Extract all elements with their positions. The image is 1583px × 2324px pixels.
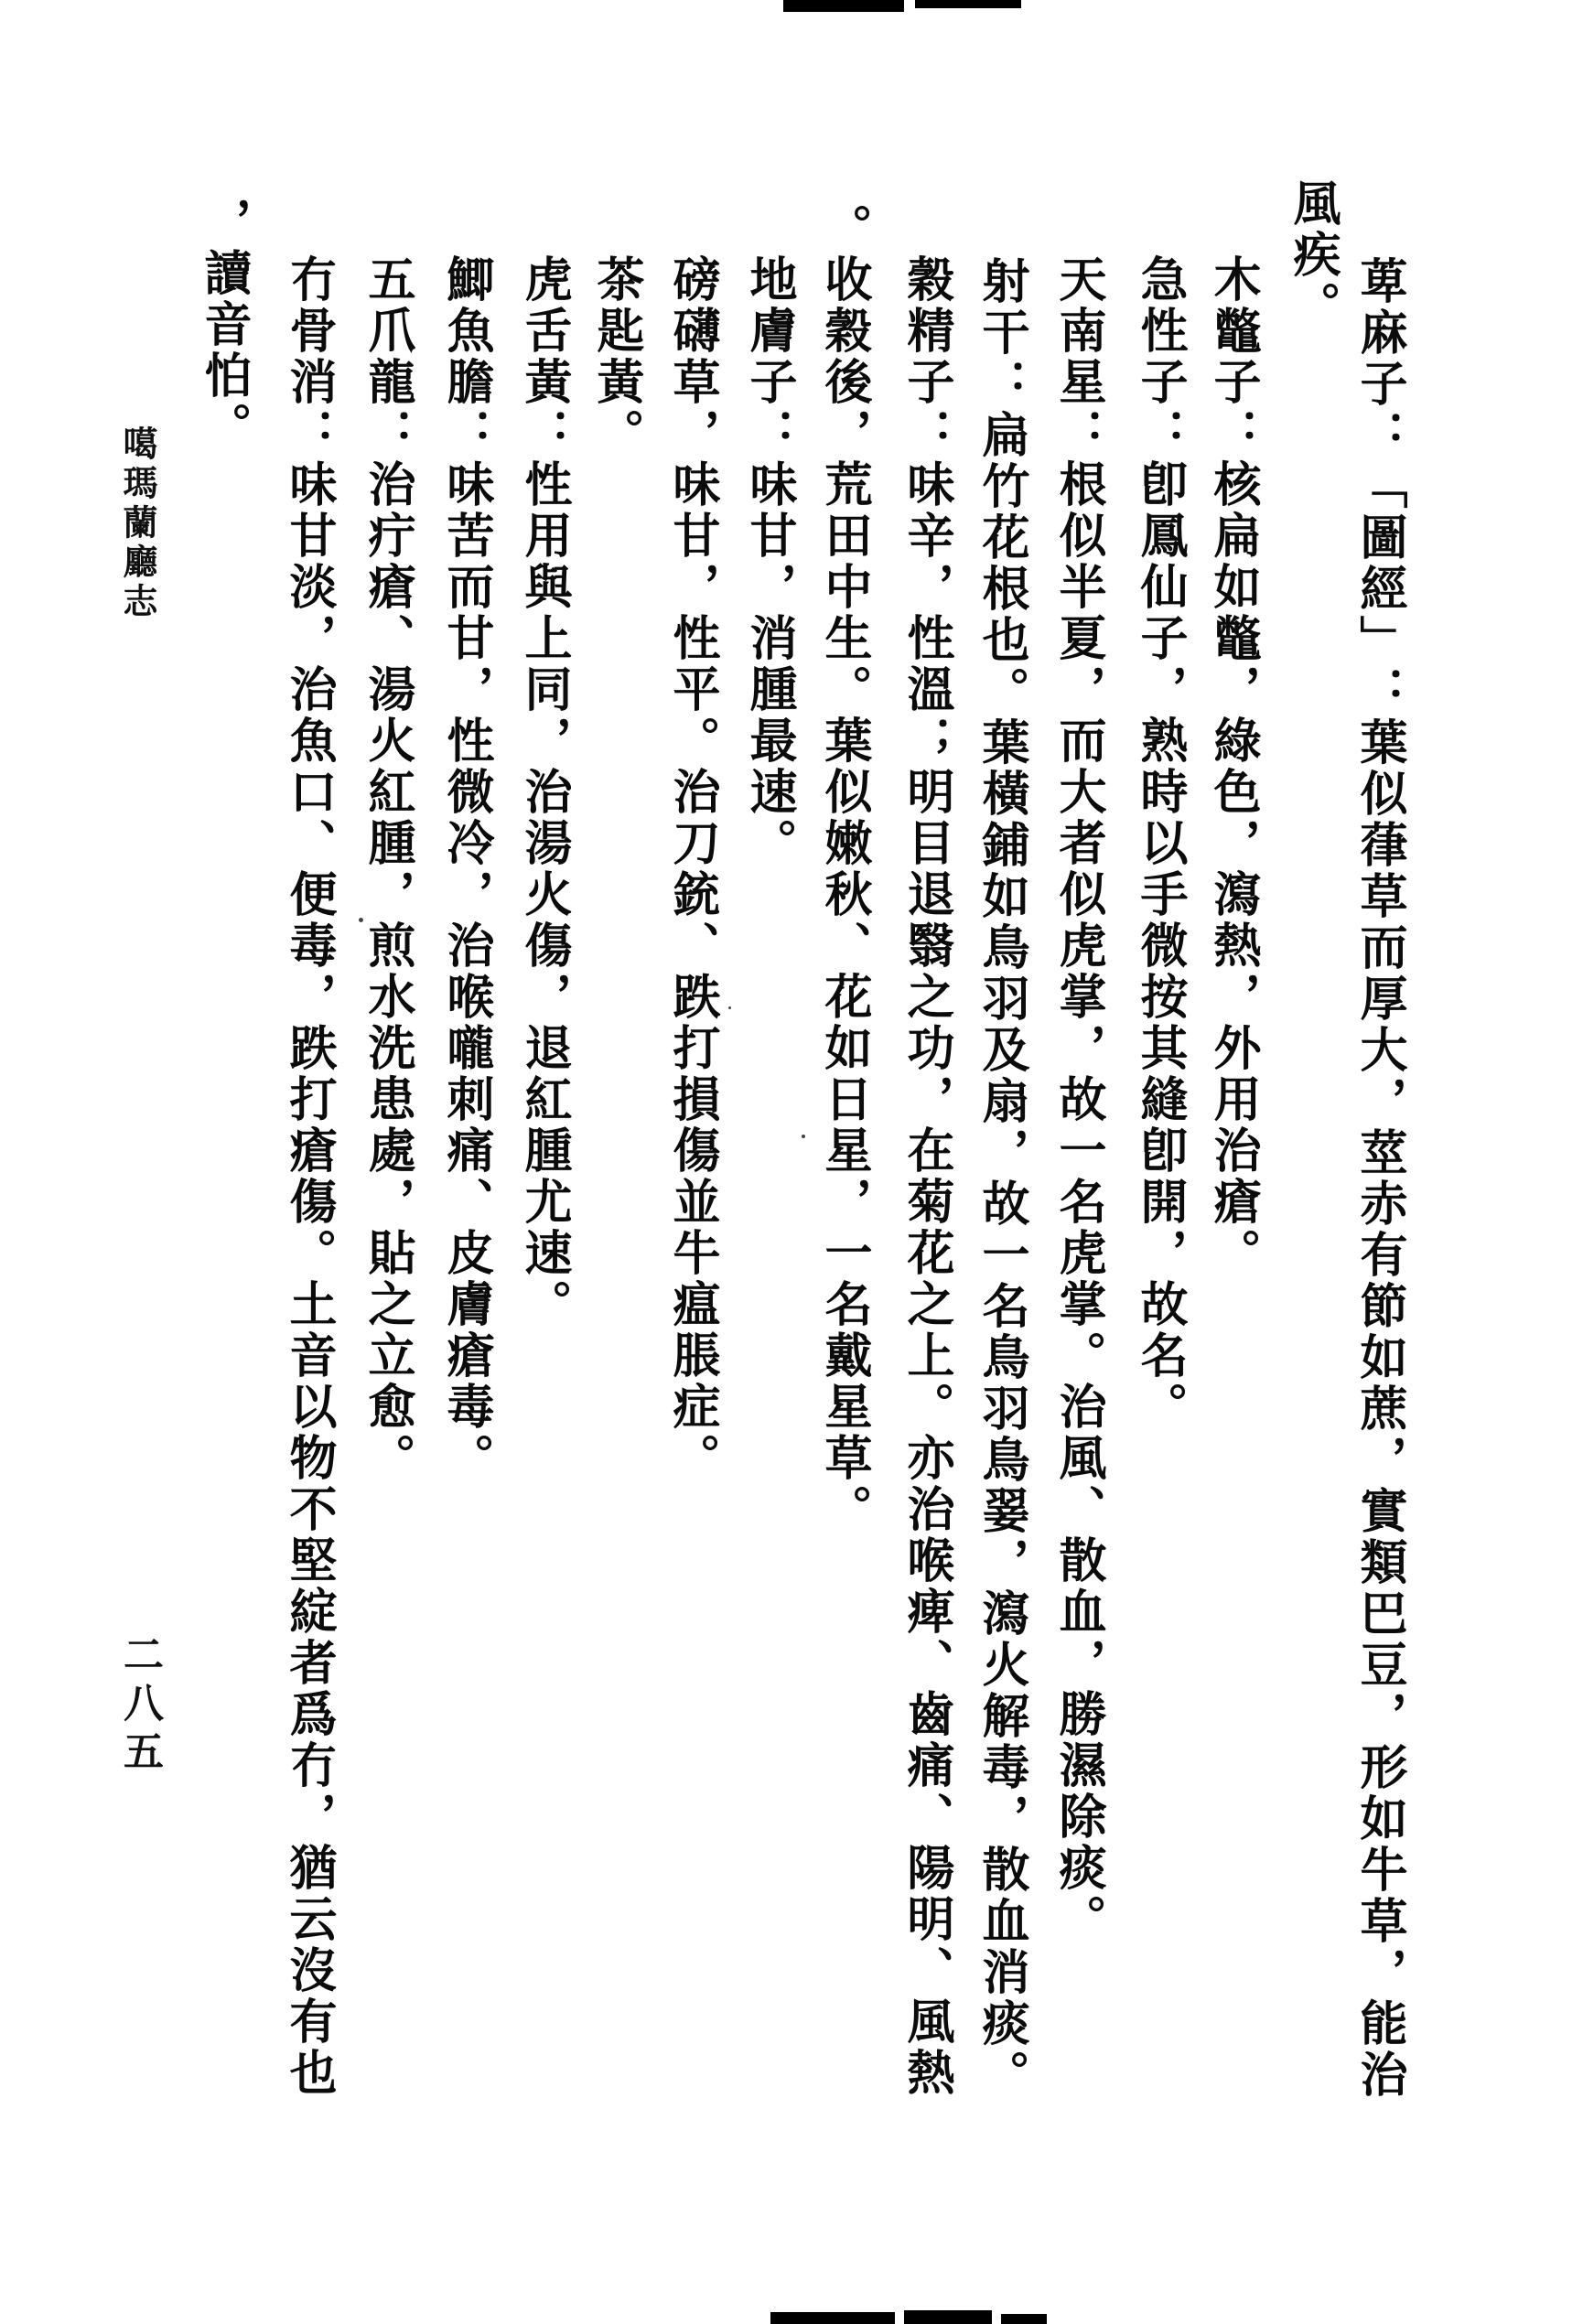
- text-column-2-bimazi-continuation: 風疾。: [1286, 178, 1338, 332]
- text-column-6-shegan-entry: 射干：扁竹花根也。葉橫鋪如鳥羽及扇，故一名鳥羽鳥翣，瀉火解毒，散血消痰。: [975, 256, 1027, 2101]
- text-column-7-gujingzi-entry: 穀精子：味辛，性溫；明目退翳之功，在菊花之上。亦治喉痺、齒痛、陽明、風熱: [899, 254, 952, 2099]
- text-column-5-tiannanxing-entry: 天南星：根似半夏，而大者似虎掌，故一名虎掌。治風、散血，勝濕除痰。: [1051, 254, 1104, 1945]
- scan-artifact-bottom-right: [1001, 2314, 1047, 2324]
- text-column-10-bangbocao-entry: 磅礴草，味甘，性平。治刀銃、跌打損傷並牛瘟脹症。: [665, 254, 717, 1484]
- scan-artifact-top-left: [783, 0, 904, 12]
- text-column-8-gujingzi-continuation: 。收穀後，荒田中生。葉似嫩秋、花如日星，一名戴星草。: [817, 203, 869, 1535]
- scan-artifact-top-right: [915, 0, 1021, 8]
- book-title: 噶瑪蘭廳志: [117, 425, 156, 622]
- text-column-4-jixingzi-entry: 急性子：卽鳳仙子，熟時以手微按其縫卽開，故名。: [1133, 254, 1185, 1433]
- page-number: 二八五: [117, 1633, 162, 1779]
- text-column-14-wuzhualong-entry: 五爪龍：治疔瘡、湯火紅腫，煎水洗患處，貼之立愈。: [361, 254, 413, 1484]
- text-column-16-yougudiao-continuation: ，讀音怕。: [197, 197, 249, 453]
- text-column-9-difuzi-entry: 地膚子：味甘，消腫最速。: [742, 254, 794, 869]
- ink-speck: [802, 1135, 805, 1138]
- ink-speck: [728, 1006, 731, 1009]
- text-column-12-hushehuang-entry: 虎舌黃：性用與上同，治湯火傷，退紅腫尤速。: [517, 254, 569, 1330]
- scan-artifact-bottom-mid: [904, 2310, 992, 2324]
- text-column-13-jiyudan-entry: 鯽魚膽：味苦而甘，性微冷，治喉嚨刺痛、皮膚瘡毒。: [439, 254, 491, 1484]
- scan-artifact-bottom-left: [770, 2312, 895, 2324]
- text-column-15-yougudiao-entry: 冇骨消：味甘淡，治魚口、便毒，跌打瘡傷。土音以物不堅綻者爲冇，猶云沒有也: [282, 254, 334, 2099]
- text-column-1-bimazi-entry: 萆麻子：「圖經」：葉似葎草而厚大，莖赤有節如蔗，實類巴豆，形如牛草，能治: [1352, 256, 1405, 2101]
- text-column-3-mubiezi-entry: 木鼈子：核扁如鼈，綠色，瀉熱，外用治瘡。: [1206, 254, 1258, 1279]
- text-column-11-chachihuang-entry: 茶匙黃。: [589, 254, 641, 459]
